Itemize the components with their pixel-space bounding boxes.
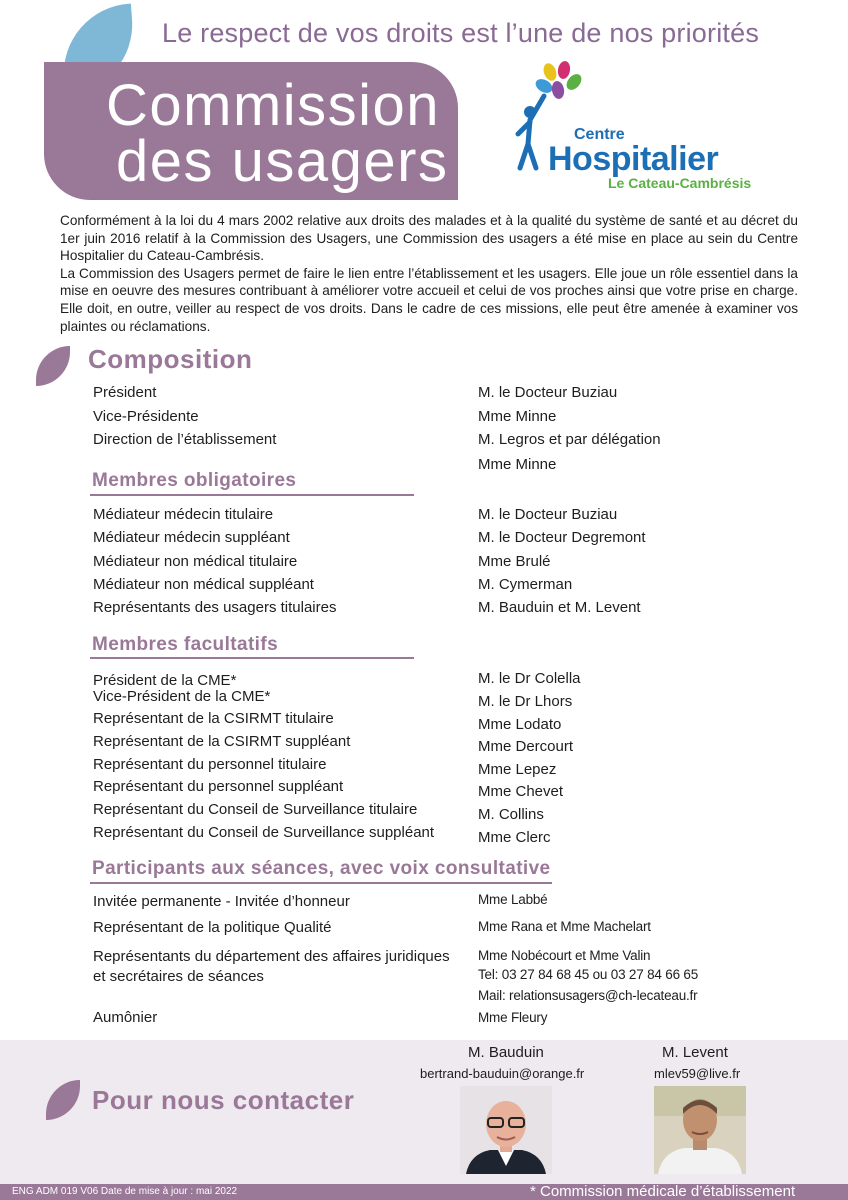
composition-role: Président (93, 384, 157, 401)
section-divider (90, 882, 552, 884)
contact-person-name: M. Bauduin (468, 1044, 544, 1061)
facultatifs-role: Représentant du Conseil de Surveillance suppléant (93, 824, 435, 841)
obligatoires-name: M. le Docteur Degremont (478, 529, 646, 546)
facultatifs-name: M. Collins (478, 806, 544, 823)
intro-paragraph-1: Conformément à la loi du 4 mars 2002 relative aux droits des malades et à la qualité du système de santé et au décret du 1er juin 2016 relatif à la Commission des Usagers, une Commission des usagers a été mise en place au sein du Centre Hospitalier du Cateau-Cambrésis. (60, 213, 798, 264)
contact-person-email[interactable]: mlev59@live.fr (654, 1066, 741, 1081)
composition-name: M. Legros et par délégation (478, 431, 661, 448)
participants-phone: Tel: 03 27 84 68 45 ou 03 27 84 66 65 (478, 967, 699, 982)
participants-role: Aumônier (93, 1009, 158, 1026)
logo-text-city: Le Cateau-Cambrésis (608, 175, 752, 191)
participants-name: Mme Rana et Mme Machelart (478, 919, 651, 934)
section-divider (90, 657, 414, 659)
intro-text (60, 212, 798, 335)
person-photo-icon (654, 1086, 746, 1174)
facultatifs-name: Mme Chevet (478, 783, 564, 800)
facultatifs-role: Représentant du personnel titulaire (93, 756, 327, 773)
facultatifs-name: Mme Lodato (478, 716, 562, 733)
obligatoires-role: Médiateur médecin titulaire (93, 506, 274, 523)
composition-name: M. le Docteur Buziau (478, 384, 618, 401)
footnote: * Commission médicale d’établissement (530, 1183, 796, 1200)
contact-person-email[interactable]: bertrand-bauduin@orange.fr (420, 1066, 585, 1081)
obligatoires-role: Médiateur non médical titulaire (93, 553, 298, 570)
participants-heading: Participants aux séances, avec voix consultative (92, 858, 551, 879)
facultatifs-role: Vice-Président de la CME* (93, 688, 271, 705)
participants-role: Représentant de la politique Qualité (93, 919, 332, 936)
obligatoires-name: M. Cymerman (478, 576, 573, 593)
page-title-line1: Commission (106, 73, 441, 138)
facultatifs-name: M. le Dr Lhors (478, 693, 573, 710)
obligatoires-name: M. Bauduin et M. Levent (478, 599, 641, 616)
section-leaf-icon (36, 346, 70, 386)
facultatifs-role: Président de la CME* (93, 672, 237, 689)
intro-paragraph-2: La Commission des Usagers permet de faire le lien entre l’établissement et les usagers. Elle joue un rôle essentiel dans la mise en oeuvre des mesures contribuant à améliorer votre accueil et celui de vos proches ainsi que votre prise en charge. Elle doit, en outre, veiller au respect de vos droits. Dans le cadre de ces missions, elle peut être amenée à examiner vos plaintes ou réclamations. (60, 265, 798, 334)
composition-heading: Composition (88, 344, 253, 374)
logo-text-centre: Centre (574, 126, 625, 143)
participants-role: Représentants du département des affaires juridiques (93, 948, 450, 965)
obligatoires-name: M. le Docteur Buziau (478, 506, 618, 523)
document-reference: ENG ADM 019 V06 Date de mise à jour : mai 2022 (12, 1186, 238, 1197)
contact-person-name: M. Levent (662, 1044, 728, 1061)
participants-role: et secrétaires de séances (93, 968, 264, 985)
section-divider (90, 494, 414, 496)
participants-name: Mme Nobécourt et Mme Valin (478, 948, 651, 963)
composition-name: Mme Minne (478, 456, 557, 473)
contact-heading: Pour nous contacter (92, 1085, 355, 1115)
logo-text-hospitalier: Hospitalier (548, 140, 719, 178)
composition-name: Mme Minne (478, 408, 557, 425)
obligatoires-role: Représentants des usagers titulaires (93, 599, 337, 616)
facultatifs-role: Représentant de la CSIRMT suppléant (93, 733, 351, 750)
participants-email: Mail: relationsusagers@ch-lecateau.fr (478, 988, 698, 1003)
facultatifs-role: Représentant du Conseil de Surveillance titulaire (93, 801, 418, 818)
participants-role: Invitée permanente - Invitée d’honneur (93, 893, 350, 910)
page-title-line2: des usagers (116, 129, 449, 194)
facultatifs-name: Mme Clerc (478, 829, 551, 846)
person-photo-icon (460, 1086, 552, 1174)
obligatoires-role: Médiateur non médical suppléant (93, 576, 314, 593)
composition-role: Vice-Présidente (93, 408, 199, 425)
facultatifs-role: Représentant du personnel suppléant (93, 778, 344, 795)
obligatoires-heading: Membres obligatoires (92, 470, 297, 491)
facultatifs-name: Mme Dercourt (478, 738, 574, 755)
facultatifs-role: Représentant de la CSIRMT titulaire (93, 710, 334, 727)
obligatoires-name: Mme Brulé (478, 553, 551, 570)
participants-name: Mme Labbé (478, 892, 548, 907)
facultatifs-name: Mme Lepez (478, 761, 557, 778)
participants-name: Mme Fleury (478, 1010, 548, 1025)
tagline: Le respect de vos droits est l’une de nos priorités (162, 18, 760, 48)
composition-role: Direction de l’établissement (93, 431, 277, 448)
obligatoires-role: Médiateur médecin suppléant (93, 529, 290, 546)
facultatifs-name: M. le Dr Colella (478, 670, 581, 687)
facultatifs-heading: Membres facultatifs (92, 634, 279, 655)
